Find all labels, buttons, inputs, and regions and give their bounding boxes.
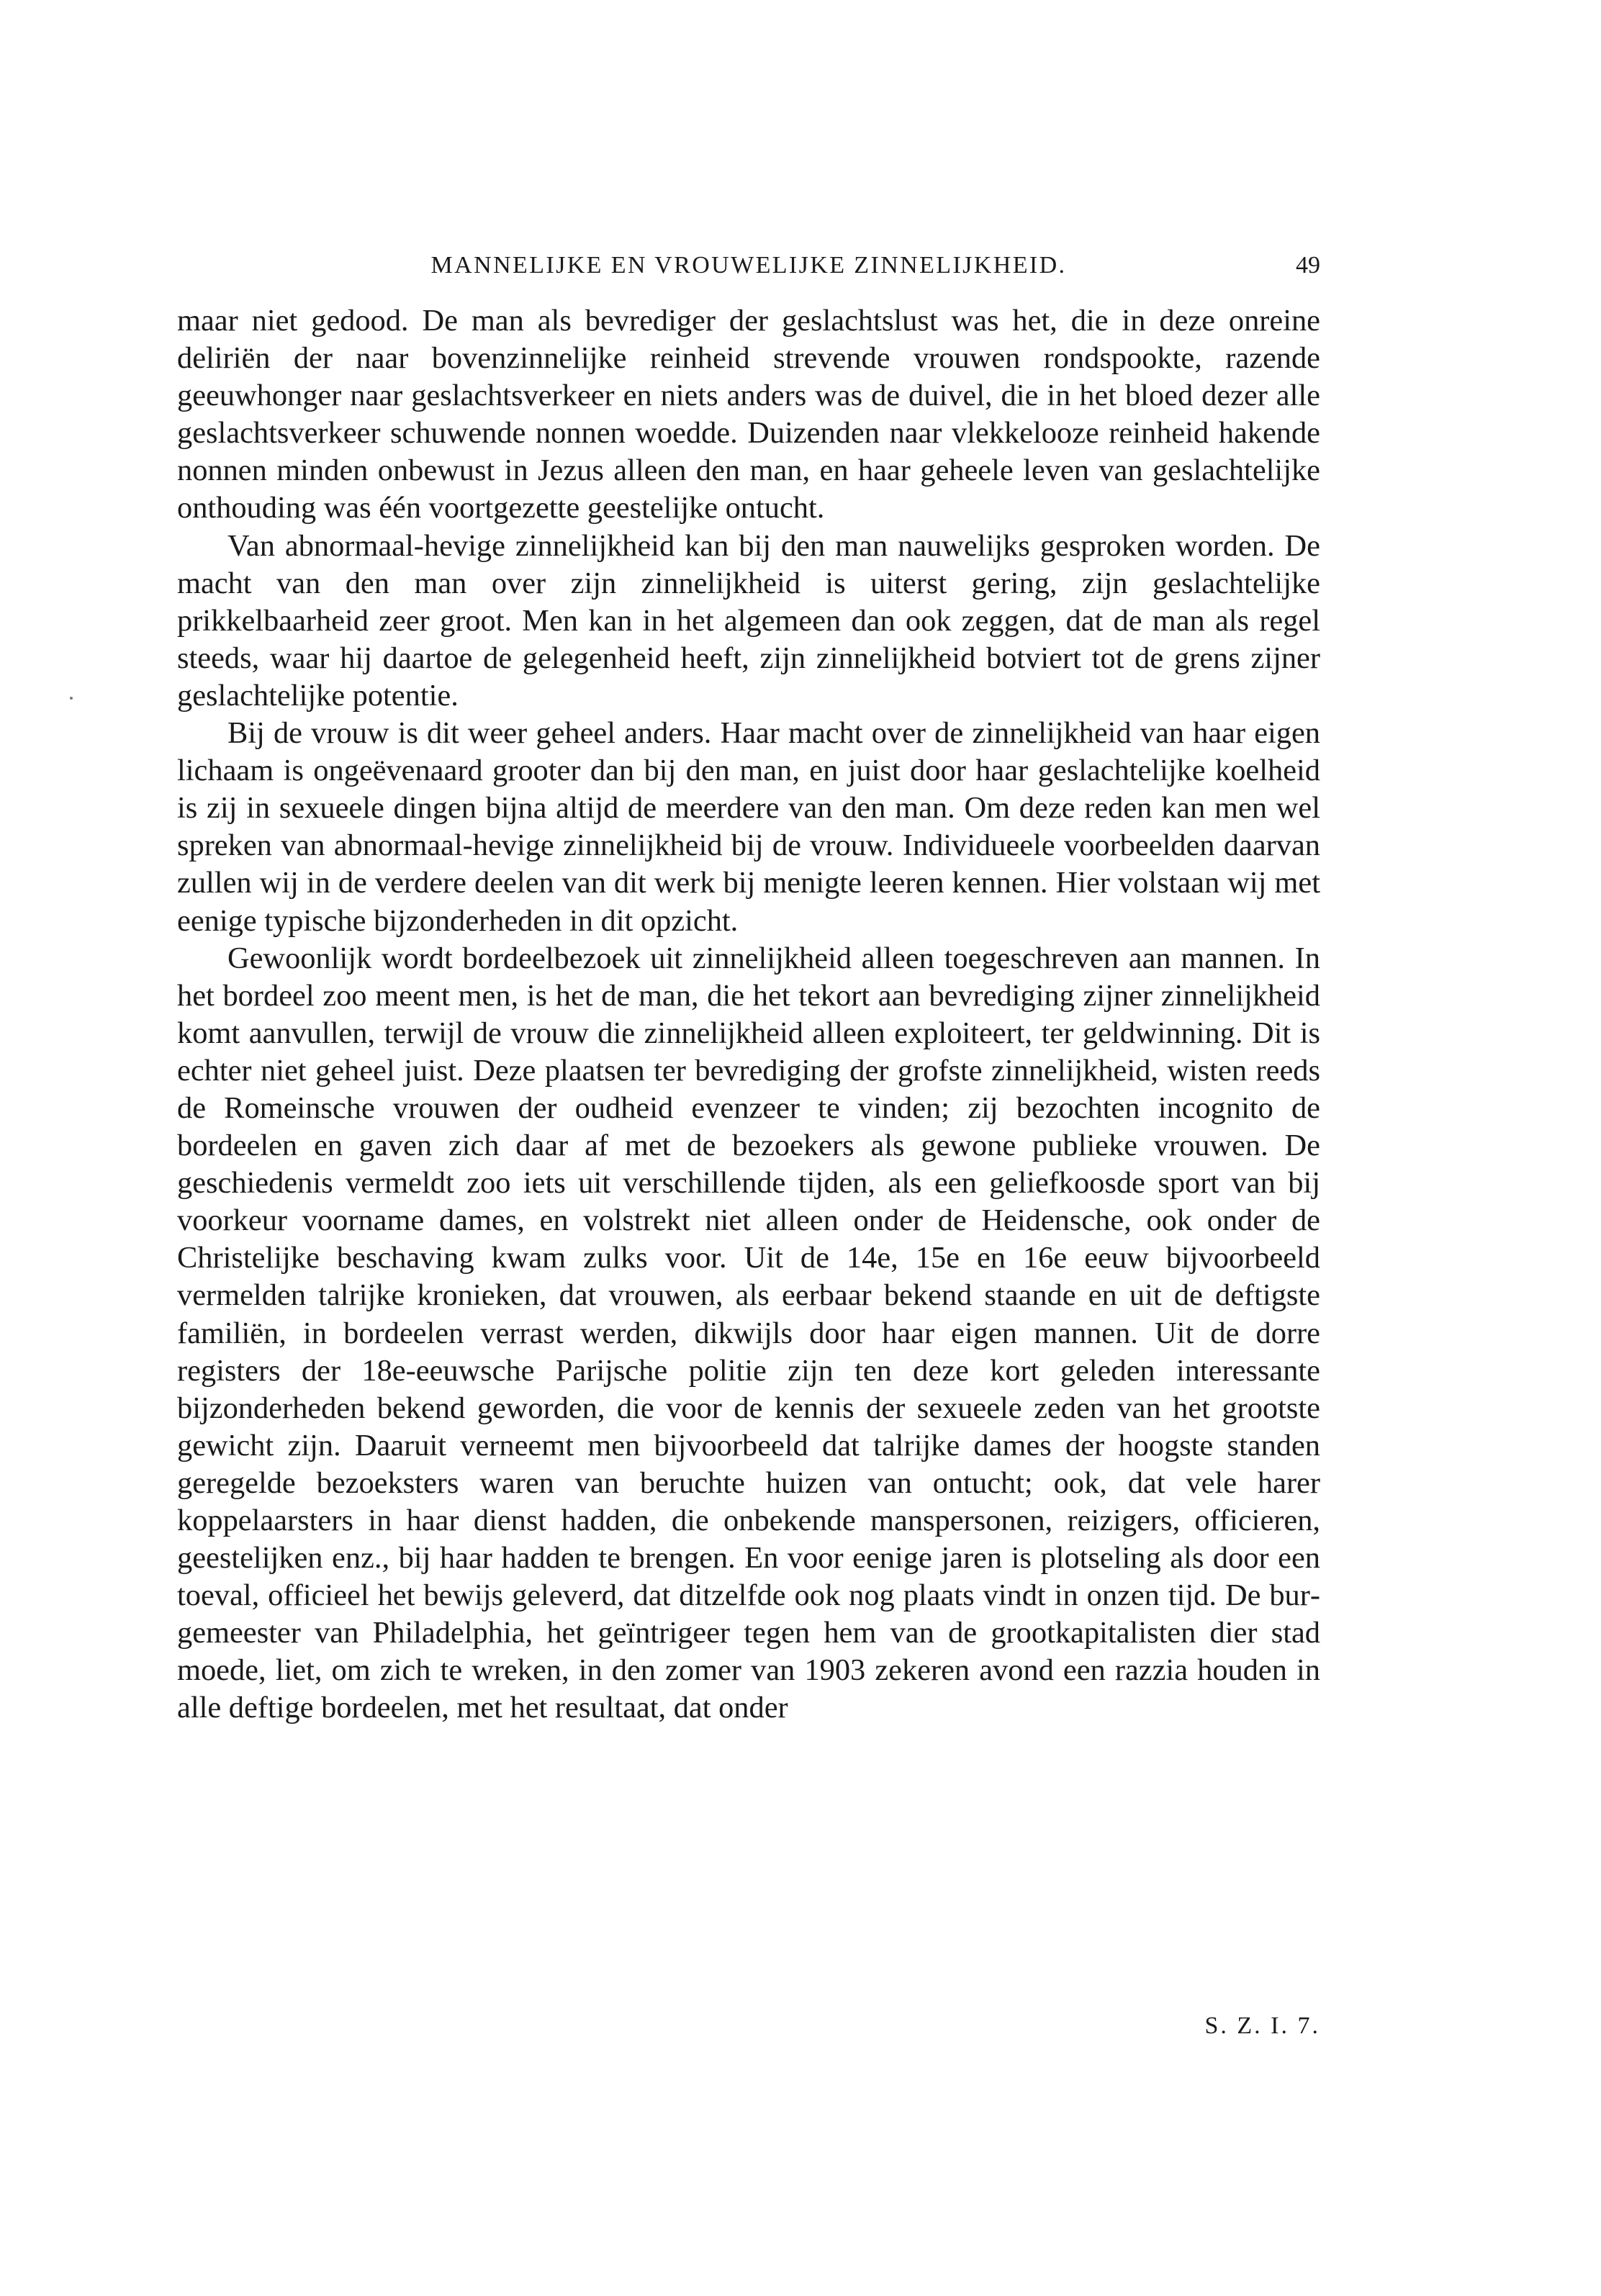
paragraph-3: Bij de vrouw is dit weer geheel anders. Haar macht over de zinnelijkheid van haar eigen lichaam is ongeëvenaard grooter dan bij den man, en juist door haar geslachtelijke koelheid is zij in sexueele dingen bijna altijd de meerdere van den man. Om deze reden kan men wel spreken van abnormaal-hevige zinnelijkheid bij de vrouw. Individueele voorbeelden daarvan zullen wij in de verdere deelen van dit werk bij menigte leeren kennen. Hier volstaan wij met eenige typische bijzonderheden in dit opzicht. bbox=[177, 716, 1320, 938]
paragraph-4: Gewoonlijk wordt bordeelbezoek uit zinnelijkheid alleen toegeschreven aan mannen. In het bordeel zoo meent men, is het de man, die het tekort aan bevrediging zijner zinnelijkheid komt aanvullen, terwijl de vrouw die zinnelijkheid alleen exploiteert, ter geldwinning. Dit is echter niet geheel juist. Deze plaatsen ter bevrediging der grofste zinnelijkheid, wisten reeds de Romeinsche vrouwen der oudheid evenzeer te vinden; zij bezochten incognito de bordeelen en gaven zich daar af met de bezoekers als gewone publieke vrouwen. De geschiedenis vermeldt zoo iets uit verschillende tijden, als een geliefkoosde sport van bij voorkeur voorname dames, en volstrekt niet alleen onder de Heidensche, ook onder de Christelijke beschaving kwam zulks voor. Uit de 14e, 15e en 16e eeuw bijvoorbeeld vermelden talrijke kronieken, dat vrouwen, als eerbaar bekend staande en uit de deftigste familiën, in bordeelen verrast werden, dikwijls door haar eigen mannen. Uit de dorre registers der 18e-eeuwsche Parijsche politie zijn ten deze kort geleden interessante bijzonderheden bekend geworden, die voor de kennis der sexueele zeden van het grootste gewicht zijn. Daaruit verneemt men bijvoorbeeld dat talrijke dames der hoogste standen geregelde bezoeksters waren van beruchte huizen van ontucht; ook, dat vele harer koppelaarsters in haar dienst hadden, die onbekende manspersonen, reizigers, officieren, geestelijken enz., bij haar hadden te brengen. En voor eenige jaren is plotseling als door een toeval, officieel het bewijs geleverd, dat ditzelfde ook nog plaats vindt in onzen tijd. De burgemeester van Philadelphia, het geïntrigeer tegen hem van de grootkapitalisten dier stad moede, liet, om zich te wreken, in den zomer van 1903 zekeren avond een razzia houden in alle deftige bordeelen, met het resultaat, dat onder bbox=[177, 941, 1320, 1725]
body-text bbox=[177, 302, 1320, 1727]
running-head bbox=[177, 248, 1320, 284]
page-number: 49 bbox=[1296, 252, 1320, 279]
margin-speck bbox=[70, 697, 73, 700]
paragraph-1: maar niet gedood. De man als bevrediger der geslachtslust was het, die in deze onreine deliriën der naar bovenzinnelijke reinheid strevende vrouwen rondspookte, razende geeuwhonger naar geslachtsverkeer en niets anders was de duivel, die in het bloed dezer alle geslachtsverkeer schuwende nonnen woedde. Duizenden naar vlekkelooze reinheid hakende nonnen minden onbewust in Jezus alleen den man, en haar geheele leven van geslachtelijke onthouding was één voortgezette geestelijke ontucht. bbox=[177, 304, 1320, 525]
running-title: MANNELIJKE EN VROUWELIJKE ZINNELIJKHEID. bbox=[430, 252, 1067, 279]
printer-signature: S. Z. I. 7. bbox=[1204, 2012, 1320, 2039]
paragraph-2: Van abnormaal-hevige zinnelijkheid kan bij den man nauwelijks gesproken worden. De macht van den man over zijn zinnelijkheid is uiterst gering, zijn geslachtelijke prikkelbaarheid zeer groot. Men kan in het algemeen dan ook zeggen, dat de man als regel steeds, waar hij daartoe de gelegenheid heeft, zijn zinnelijkheid botviert tot de grens zijner geslachtelijke potentie. bbox=[177, 528, 1320, 713]
